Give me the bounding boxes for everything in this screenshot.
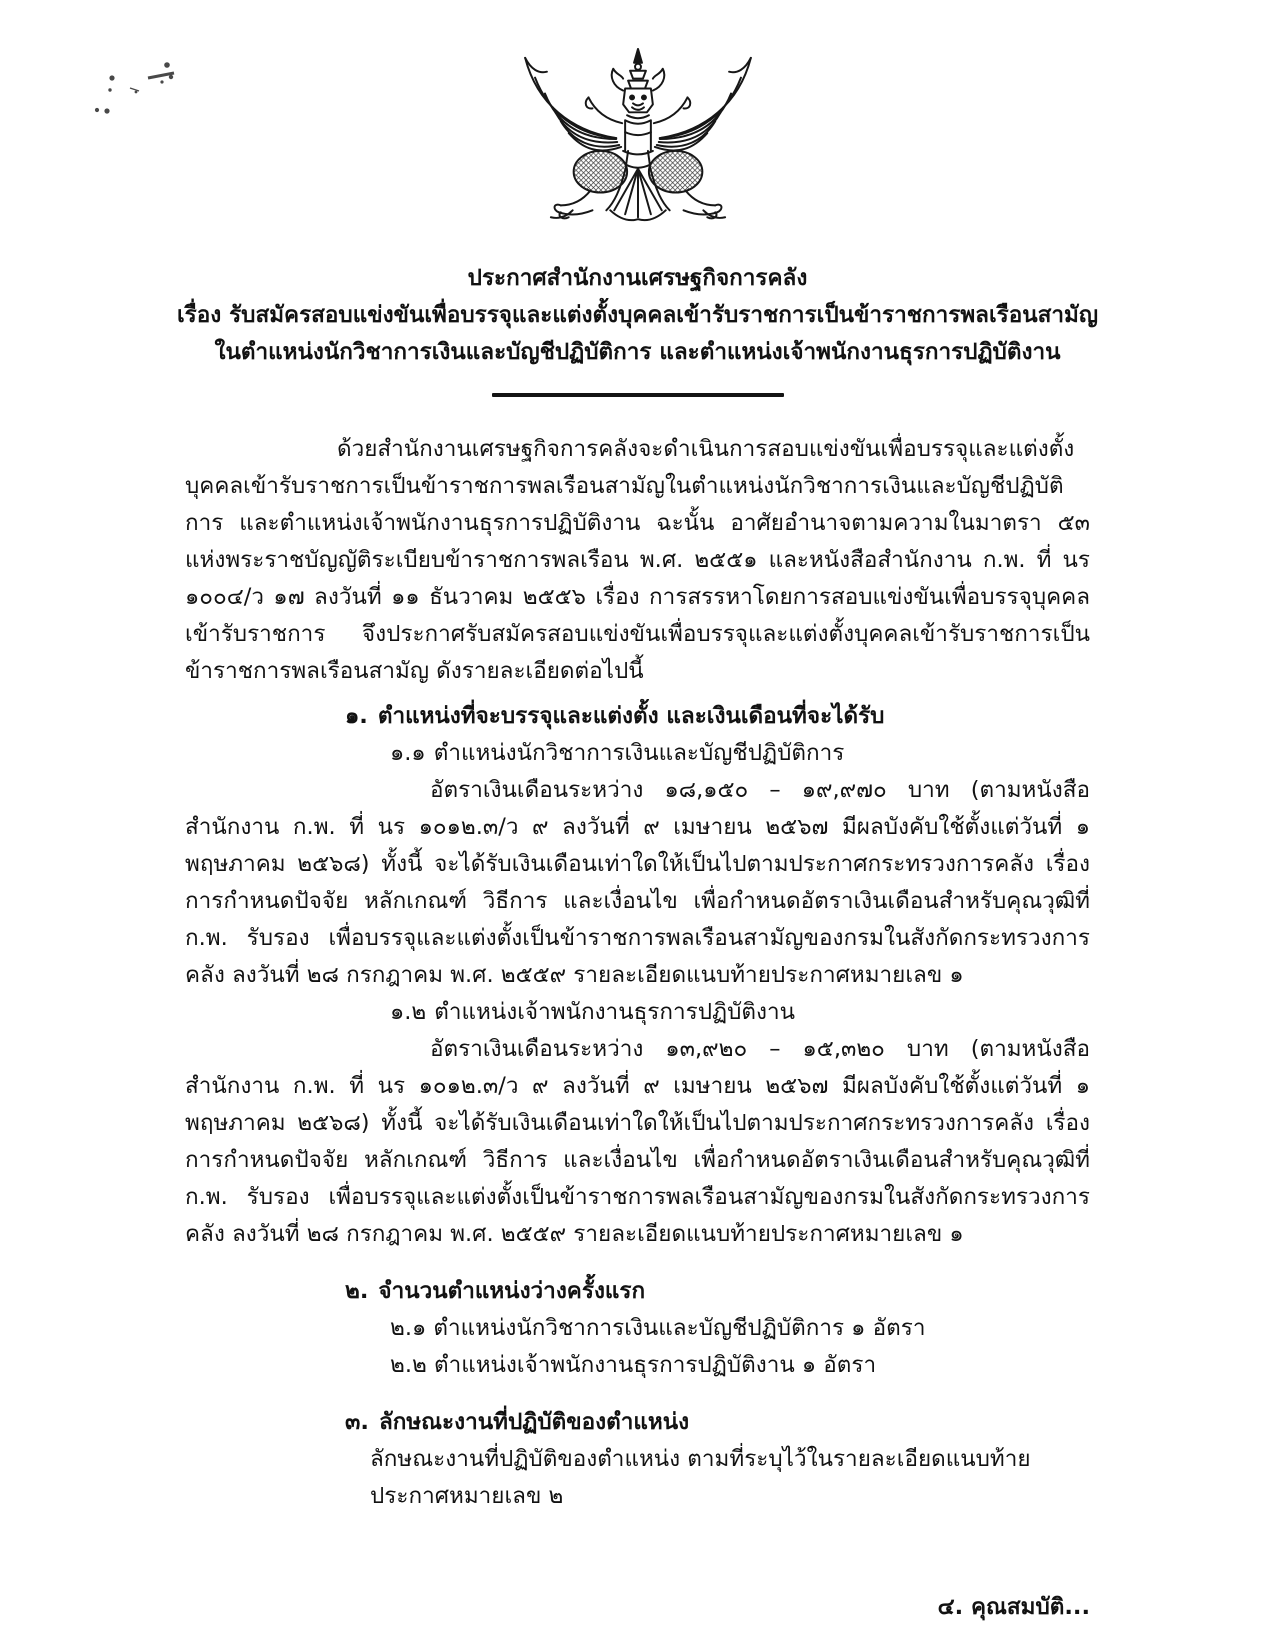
section-2-title: จำนวนตำแหน่งว่างครั้งแรก <box>378 1278 646 1304</box>
section-1-heading <box>185 698 1090 735</box>
garuda-emblem-icon <box>499 44 777 242</box>
section-3-body: ลักษณะงานที่ปฏิบัติของตำแหน่ง ตามที่ระบุไว้ในรายละเอียดแนบท้ายประกาศหมายเลข ๒ <box>370 1446 1031 1509</box>
subject-line: เรื่อง รับสมัครสอบแข่งขันเพื่อบรรจุและแต่งตั้งบุคคลเข้ารับราชการเป็นข้าราชการพลเรือนสามัญ <box>176 302 1099 328</box>
intro-paragraph: ด้วยสำนักงานเศรษฐกิจการคลังจะดำเนินการสอบแข่งขันเพื่อบรรจุและแต่งตั้งบุคคลเข้ารับราชการเป็นข้าราชการพลเรือนสามัญในตำแหน่งนักวิชาการเงินและบัญชีปฏิบัติการ และตำแหน่งเจ้าพนักงานธุรการปฏิบัติงาน ฉะนั้น อาศัยอำนาจตามความในมาตรา ๕๓ แห่งพระราชบัญญัติระเบียบข้าราชการพลเรือน พ.ศ. ๒๕๕๑ และหนังสือสำนักงาน ก.พ. ที่ นร ๑๐๐๔/ว ๑๗ ลงวันที่ ๑๑ ธันวาคม ๒๕๕๖ เรื่อง การสรรหาโดยการสอบแข่งขันเพื่อบรรจุบุคคลเข้ารับราชการ จึงประกาศรับสมัครสอบแข่งขันเพื่อบรรจุและแต่งตั้งบุคคลเข้ารับราชการเป็นข้าราชการพลเรือนสามัญ ดังรายละเอียดต่อไปนี้ <box>185 436 1090 684</box>
section-3-title: ลักษณะงานที่ปฏิบัติของตำแหน่ง <box>378 1409 690 1435</box>
section-2-items <box>185 1310 1090 1384</box>
section-1-number: ๑. <box>345 703 368 729</box>
title-divider <box>492 393 784 397</box>
subsection-1-1-number: ๑.๑ <box>390 740 426 766</box>
document-title: ประกาศสำนักงานเศรษฐกิจการคลัง <box>467 265 808 291</box>
vacancy-item-1: ๒.๑ ตำแหน่งนักวิชาการเงินและบัญชีปฏิบัติการ ๑ อัตรา <box>390 1315 926 1341</box>
document-body <box>0 431 1275 1626</box>
section-1-title: ตำแหน่งที่จะบรรจุและแต่งตั้ง และเงินเดือนที่จะได้รับ <box>377 703 885 729</box>
title-block <box>0 260 1275 371</box>
subsection-1-1-title <box>185 735 1090 772</box>
subsection-1-2-label: ตำแหน่งเจ้าพนักงานธุรการปฏิบัติงาน <box>434 999 796 1025</box>
subsection-1-2-number: ๑.๒ <box>390 999 427 1025</box>
vacancy-item-2: ๒.๒ ตำแหน่งเจ้าพนักงานธุรการปฏิบัติงาน ๑ อัตรา <box>390 1352 877 1378</box>
section-3-number: ๓. <box>345 1409 369 1435</box>
page-continuation-note: ๔. คุณสมบัติ... <box>937 1594 1090 1620</box>
pen-smudge-mark <box>70 42 200 132</box>
subsection-1-1-body: อัตราเงินเดือนระหว่าง ๑๘,๑๕๐ – ๑๙,๙๗๐ บาท (ตามหนังสือสำนักงาน ก.พ. ที่ นร ๑๐๑๒.๓/ว ๙ ลงวันที่ ๙ เมษายน ๒๕๖๗ มีผลบังคับใช้ตั้งแต่วันที่ ๑ พฤษภาคม ๒๕๖๘) ทั้งนี้ จะได้รับเงินเดือนเท่าใดให้เป็นไปตามประกาศกระทรวงการคลัง เรื่อง การกำหนดปัจจัย หลักเกณฑ์ วิธีการ และเงื่อนไข เพื่อกำหนดอัตราเงินเดือนสำหรับคุณวุฒิที่ ก.พ. รับรอง เพื่อบรรจุและแต่งตั้งเป็นข้าราชการพลเรือนสามัญของกรมในสังกัดกระทรวงการคลัง ลงวันที่ ๒๘ กรกฎาคม พ.ศ. ๒๕๕๙ รายละเอียดแนบท้ายประกาศหมายเลข ๑ <box>185 777 1090 988</box>
section-2-number: ๒. <box>345 1278 369 1304</box>
position-line: ในตำแหน่งนักวิชาการเงินและบัญชีปฏิบัติการ และตำแหน่งเจ้าพนักงานธุรการปฏิบัติงาน <box>214 339 1061 365</box>
section-2-heading <box>185 1273 1090 1310</box>
subsection-1-1-label: ตำแหน่งนักวิชาการเงินและบัญชีปฏิบัติการ <box>433 740 845 766</box>
section-3-heading <box>185 1404 1090 1441</box>
subsection-1-2-body: อัตราเงินเดือนระหว่าง ๑๓,๙๒๐ – ๑๕,๓๒๐ บาท (ตามหนังสือสำนักงาน ก.พ. ที่ นร ๑๐๑๒.๓/ว ๙ ลงวันที่ ๙ เมษายน ๒๕๖๗ มีผลบังคับใช้ตั้งแต่วันที่ ๑ พฤษภาคม ๒๕๖๘) ทั้งนี้ จะได้รับเงินเดือนเท่าใดให้เป็นไปตามประกาศกระทรวงการคลัง เรื่อง การกำหนดปัจจัย หลักเกณฑ์ วิธีการ และเงื่อนไข เพื่อกำหนดอัตราเงินเดือนสำหรับคุณวุฒิที่ ก.พ. รับรอง เพื่อบรรจุและแต่งตั้งเป็นข้าราชการพลเรือนสามัญของกรมในสังกัดกระทรวงการคลัง ลงวันที่ ๒๘ กรกฎาคม พ.ศ. ๒๕๕๙ รายละเอียดแนบท้ายประกาศหมายเลข ๑ <box>185 1036 1090 1247</box>
subsection-1-2-title <box>185 994 1090 1031</box>
